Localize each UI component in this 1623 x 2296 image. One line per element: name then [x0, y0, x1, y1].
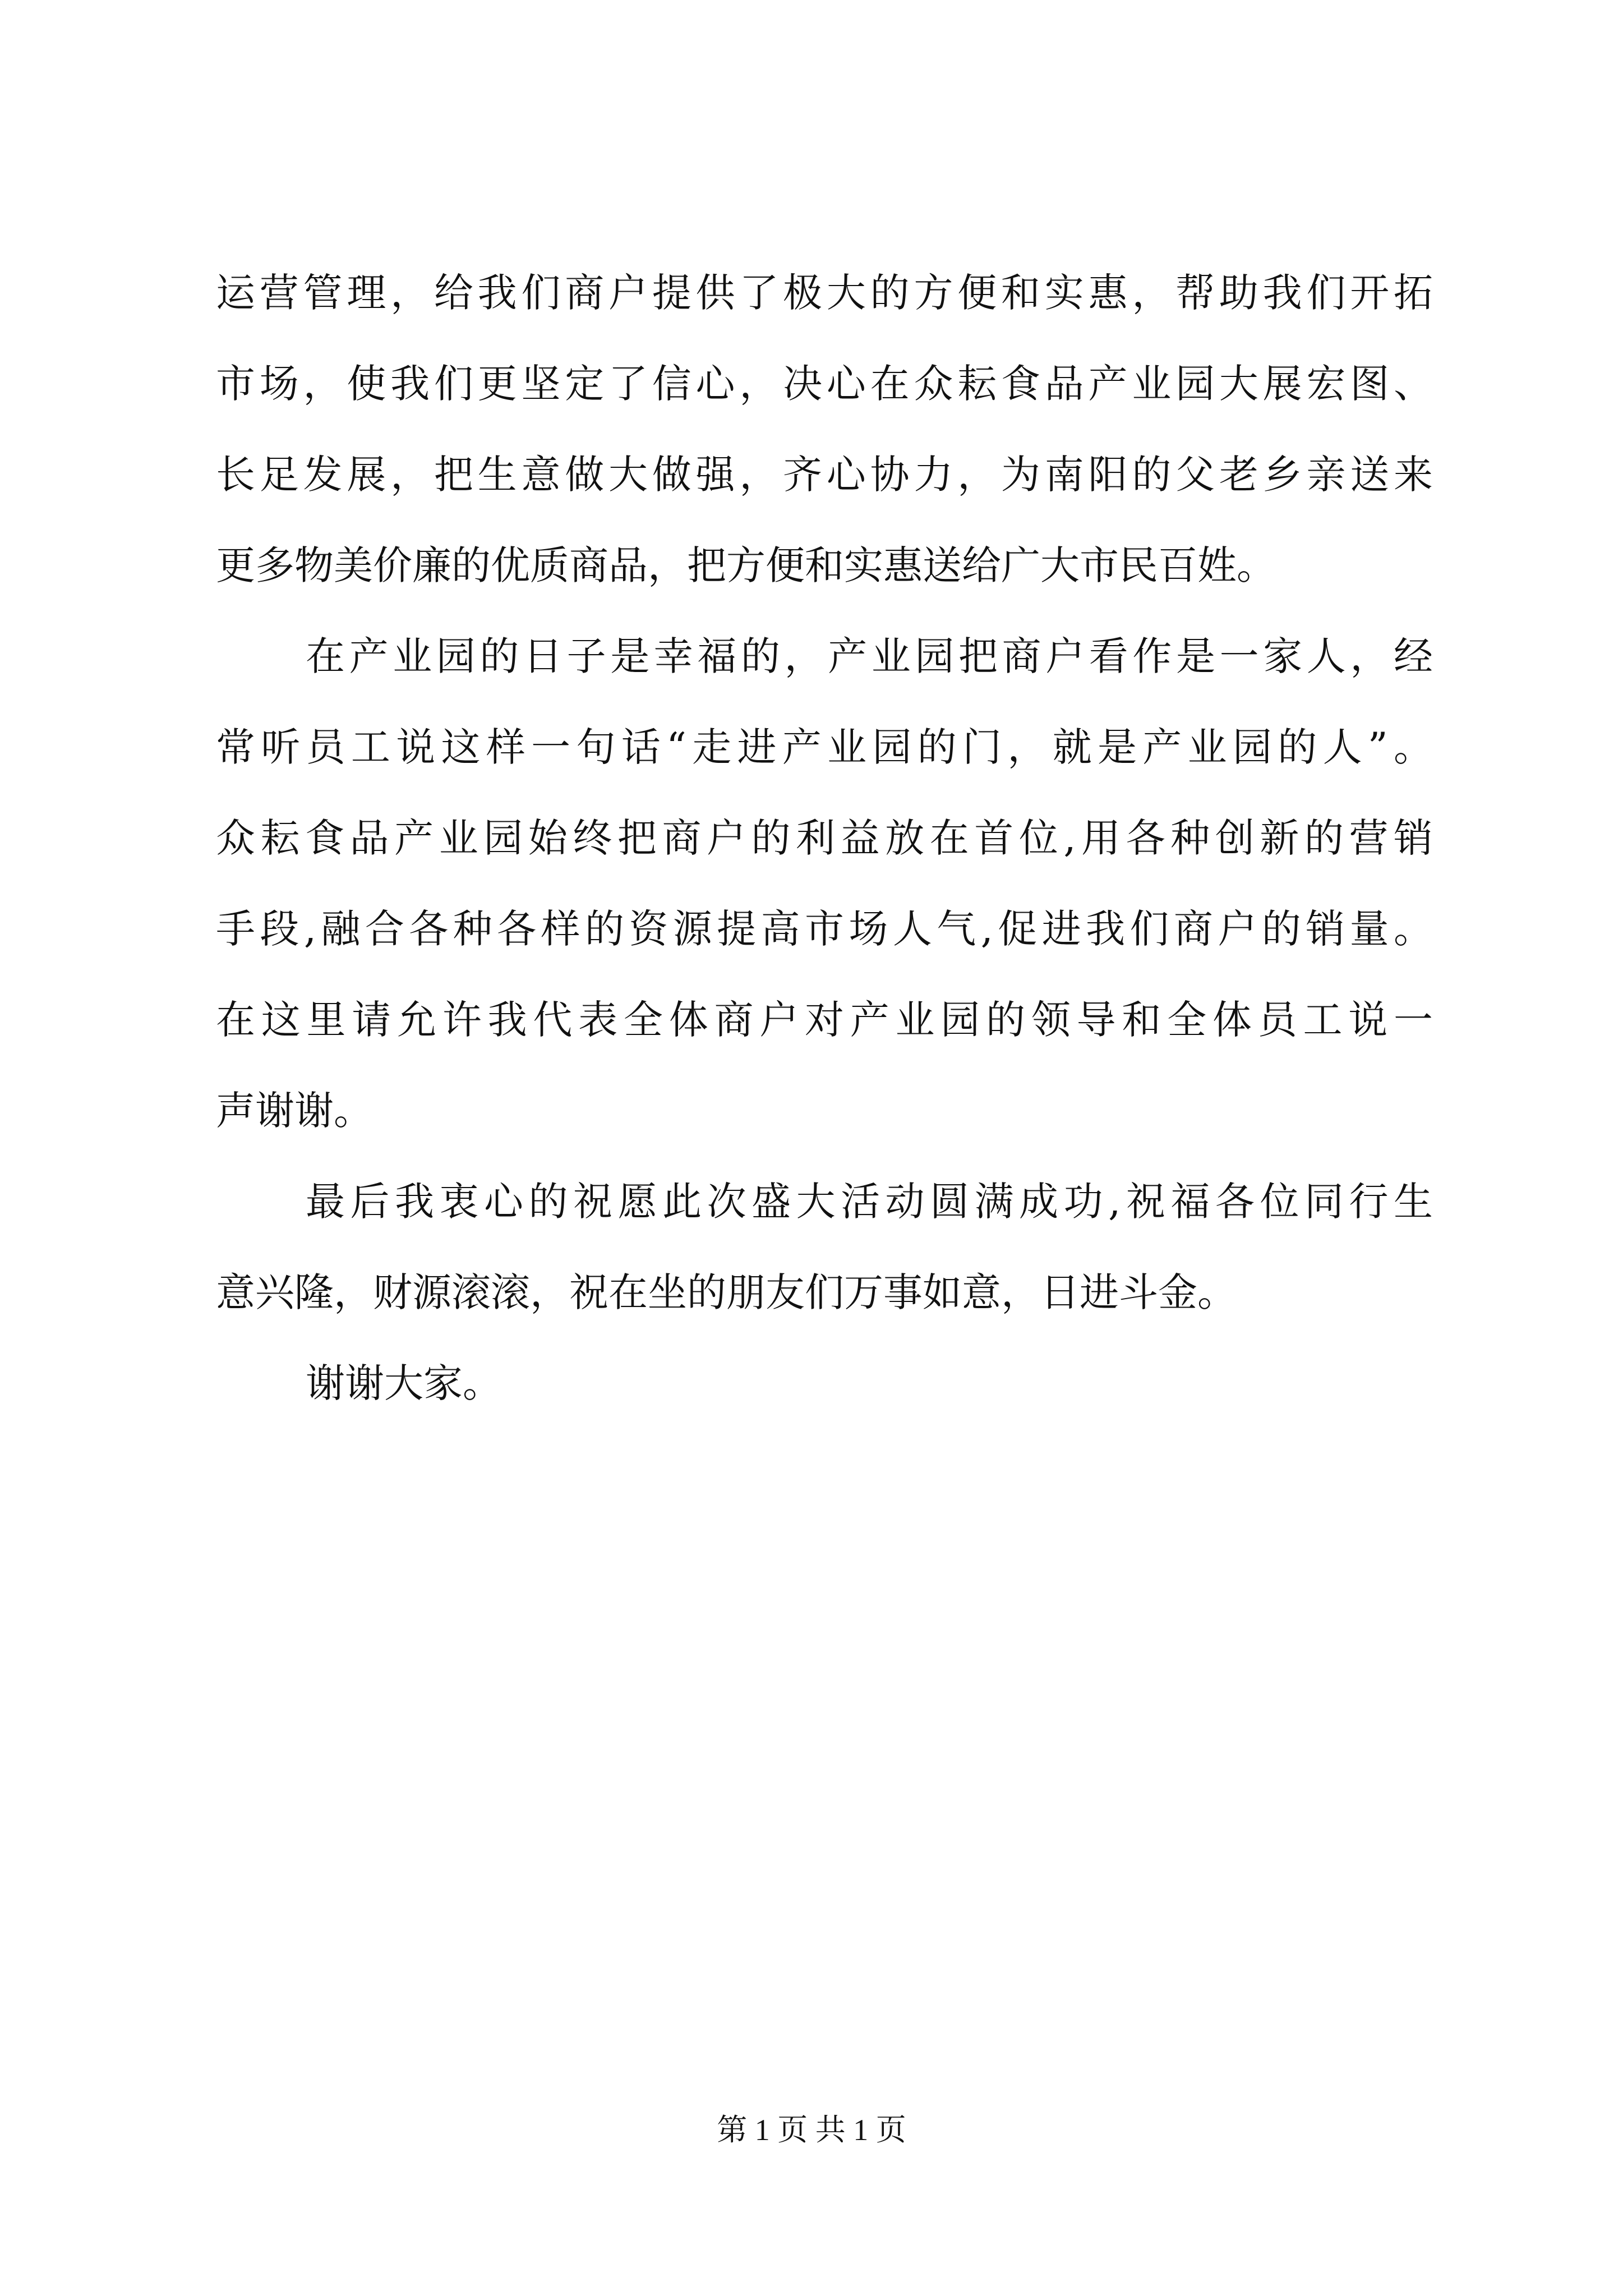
text-line: 在这里请允许我代表全体商户对产业园的领导和全体员工说一	[216, 997, 1433, 1043]
text-line: 运营管理，给我们商户提供了极大的方便和实惠，帮助我们开拓	[216, 270, 1433, 316]
text-line: 市场，使我们更坚定了信心，决心在众耘食品产业园大展宏图、	[216, 361, 1433, 407]
text-line: 长足发展，把生意做大做强，齐心协力，为南阳的父老乡亲送来	[216, 452, 1433, 498]
text-line: 更多物美价廉的优质商品，把方便和实惠送给广大市民百姓。	[216, 542, 1276, 588]
paragraph-start-line: 在产业园的日子是幸福的，产业园把商户看作是一家人，经	[306, 633, 1433, 679]
text-line: 常听员工说这样一句话“走进产业园的门，就是产业园的人”。	[216, 724, 1433, 770]
page-number-footer: 第 1 页 共 1 页	[717, 2113, 906, 2147]
paragraph-start-line: 最后我衷心的祝愿此次盛大活动圆满成功,祝福各位同行生	[306, 1179, 1433, 1225]
text-line: 众耘食品产业园始终把商户的利益放在首位,用各种创新的营销	[216, 815, 1433, 861]
text-line: 声谢谢。	[216, 1088, 373, 1134]
document-body	[216, 264, 1433, 1445]
text-line: 意兴隆，财源滚滚，祝在坐的朋友们万事如意，日进斗金。	[216, 1269, 1237, 1315]
closing-line: 谢谢大家。	[306, 1360, 502, 1406]
text-line: 手段,融合各种各样的资源提高市场人气,促进我们商户的销量。	[216, 906, 1433, 952]
